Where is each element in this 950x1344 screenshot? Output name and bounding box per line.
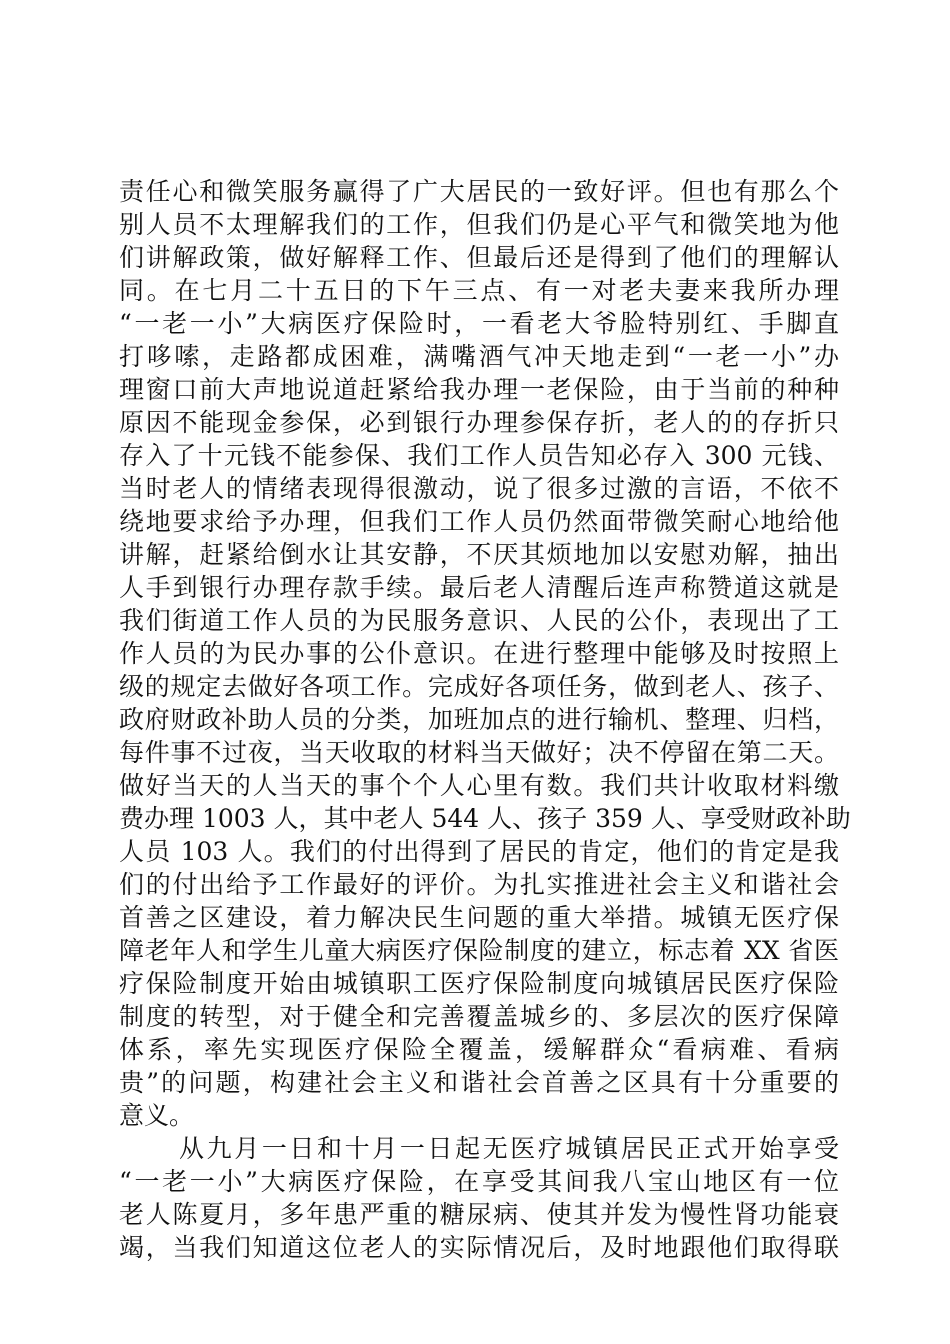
text-line: 我们街道工作人员的为民服务意识、人民的公仆，表现出了工 [119,606,839,635]
text-line: 理窗口前大声地说道赶紧给我办理一老保险，由于当前的种种 [119,375,839,404]
body-text [119,175,851,1264]
text-line: 们讲解政策，做好解释工作、但最后还是得到了他们的理解认 [119,243,839,272]
text-line: “一老一小”大病医疗保险时，一看老大爷脸特别红、手脚直 [119,309,839,338]
text-line: 们的付出给予工作最好的评价。为扎实推进社会主义和谐社会 [119,870,839,899]
paragraph-end-line: 意义。 [119,1101,195,1130]
text-line: 绕地要求给予办理，但我们工作人员仍然面带微笑耐心地给他 [119,507,839,536]
text-line: 体系，率先实现医疗保险全覆盖，缓解群众“看病难、看病 [119,1035,839,1064]
text-line: 竭，当我们知道这位老人的实际情况后，及时地跟他们取得联 [119,1233,839,1262]
text-line: 老人陈夏月，多年患严重的糖尿病、使其并发为慢性肾功能衰 [119,1200,839,1229]
text-line: 当时老人的情绪表现得很激动，说了很多过激的言语，不依不 [119,474,839,503]
text-line: 人手到银行办理存款手续。最后老人清醒后连声称赞道这就是 [119,573,839,602]
text-line: 级的规定去做好各项工作。完成好各项任务，做到老人、孩子、 [119,672,839,701]
paragraph-start-line: 从九月一日和十月一日起无医疗城镇居民正式开始享受 [179,1134,839,1163]
text-line: 障老年人和学生儿童大病医疗保险制度的建立，标志着 XX 省医 [119,936,839,965]
text-line: 作人员的为民办事的公仆意识。在进行整理中能够及时按照上 [119,639,839,668]
text-line: 做好当天的人当天的事个个人心里有数。我们共计收取材料缴 [119,771,839,800]
text-line: 同。在七月二十五日的下午三点、有一对老夫妻来我所办理 [119,276,839,305]
text-line: 疗保险制度开始由城镇职工医疗保险制度向城镇居民医疗保险 [119,969,839,998]
text-line: 存入了十元钱不能参保、我们工作人员告知必存入 300 元钱、 [119,441,839,470]
text-line: “一老一小”大病医疗保险，在享受其间我八宝山地区有一位 [119,1167,839,1196]
text-line: 政府财政补助人员的分类，加班加点的进行输机、整理、归档， [119,705,839,734]
text-line: 费办理 1003 人，其中老人 544 人、孩子 359 人、享受财政补助 [119,804,851,833]
text-line: 别人员不太理解我们的工作，但我们仍是心平气和微笑地为他 [119,210,839,239]
text-line: 责任心和微笑服务赢得了广大居民的一致好评。但也有那么个 [119,177,839,206]
text-line: 讲解，赶紧给倒水让其安静，不厌其烦地加以安慰劝解，抽出 [119,540,839,569]
text-line: 人员 103 人。我们的付出得到了居民的肯定，他们的肯定是我 [119,837,839,866]
text-line: 原因不能现金参保，必到银行办理参保存折，老人的的存折只 [119,408,839,437]
text-line: 打哆嗦，走路都成困难，满嘴酒气冲天地走到“一老一小”办 [119,342,839,371]
text-line: 制度的转型，对于健全和完善覆盖城乡的、多层次的医疗保障 [119,1002,839,1031]
text-line: 贵”的问题，构建社会主义和谐社会首善之区具有十分重要的 [119,1068,839,1097]
text-line: 首善之区建设，着力解决民生问题的重大举措。城镇无医疗保 [119,903,839,932]
text-line: 每件事不过夜，当天收取的材料当天做好；决不停留在第二天。 [119,738,839,767]
